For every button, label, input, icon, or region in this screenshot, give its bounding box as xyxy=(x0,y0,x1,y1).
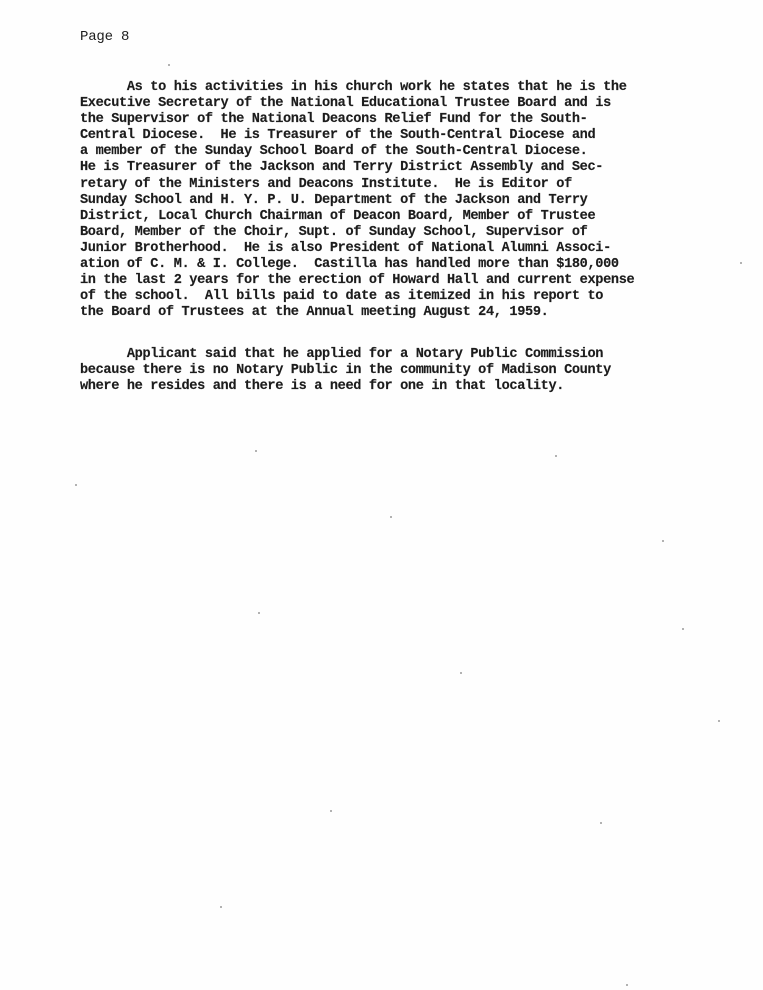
scan-speck xyxy=(168,64,170,66)
scan-speck xyxy=(220,906,222,908)
text-line: because there is no Notary Public in the community of Madison County xyxy=(80,363,611,379)
scan-speck xyxy=(600,822,602,824)
text-line: Executive Secretary of the National Educational Trustee Board and is xyxy=(80,96,611,112)
text-line: of the school. All bills paid to date as itemized in his report to xyxy=(80,289,604,305)
text-line: District, Local Church Chairman of Deacon Board, Member of Trustee xyxy=(80,208,596,224)
scan-speck xyxy=(75,484,77,486)
scan-speck xyxy=(555,455,557,457)
scan-speck xyxy=(740,262,742,264)
text-line: where he resides and there is a need for one in that locality. xyxy=(80,379,565,395)
page-number: Page 8 xyxy=(80,29,130,45)
text-line: the Supervisor of the National Deacons Relief Fund for the South- xyxy=(80,112,588,128)
text-line: the Board of Trustees at the Annual meeting August 24, 1959. xyxy=(80,305,549,321)
scan-speck xyxy=(330,810,332,812)
text-line: Board, Member of the Choir, Supt. of Sunday School, Supervisor of xyxy=(80,224,588,240)
scan-speck xyxy=(258,612,260,614)
text-line: As to his activities in his church work he states that he is the xyxy=(80,80,627,95)
scan-speck xyxy=(255,450,257,452)
text-line: a member of the Sunday School Board of the South-Central Diocese. xyxy=(80,144,588,160)
text-line: Central Diocese. He is Treasurer of the South-Central Diocese and xyxy=(80,128,596,144)
scan-speck xyxy=(390,516,392,518)
paragraph-notary-application xyxy=(80,347,611,395)
text-line: Sunday School and H. Y. P. U. Department of the Jackson and Terry xyxy=(80,192,588,208)
scan-speck xyxy=(460,672,462,674)
text-line: in the last 2 years for the erection of Howard Hall and current expense xyxy=(80,273,635,289)
scan-speck xyxy=(662,540,664,542)
scan-speck xyxy=(682,628,684,630)
text-line: retary of the Ministers and Deacons Institute. He is Editor of xyxy=(80,176,572,192)
text-line: Junior Brotherhood. He is also President of National Alumni Associ- xyxy=(80,240,611,256)
text-line: He is Treasurer of the Jackson and Terry District Assembly and Sec- xyxy=(80,160,604,176)
paragraph-church-activities xyxy=(80,80,634,321)
scan-speck xyxy=(718,720,720,722)
text-line: ation of C. M. & I. College. Castilla has handled more than $180,000 xyxy=(80,257,619,273)
text-line: Applicant said that he applied for a Notary Public Commission xyxy=(80,347,604,362)
scan-speck xyxy=(626,984,628,986)
